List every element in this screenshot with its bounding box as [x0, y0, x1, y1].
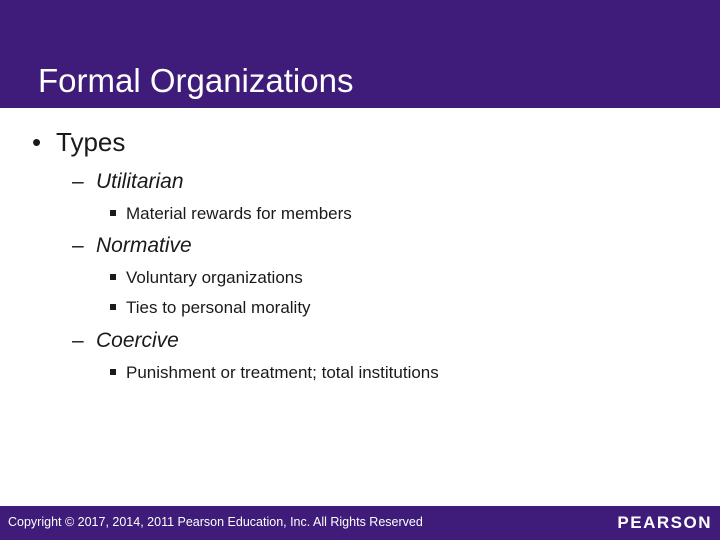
square-bullet-icon	[110, 274, 116, 280]
dash-icon: –	[72, 234, 84, 257]
bullet-dot-icon: •	[32, 127, 42, 157]
footer-bar	[0, 506, 720, 540]
dash-icon: –	[72, 329, 84, 352]
sub-bullet-text: Normative	[96, 234, 192, 257]
square-bullet-icon	[110, 369, 116, 375]
detail-item	[110, 204, 352, 224]
square-bullet-icon	[110, 304, 116, 310]
square-bullet-icon	[110, 210, 116, 216]
bullet-text: Types	[56, 127, 126, 157]
detail-text: Voluntary organizations	[126, 268, 303, 287]
sub-bullet-text: Coercive	[96, 329, 179, 352]
dash-icon: –	[72, 170, 84, 193]
pearson-logo: PEARSON	[617, 513, 712, 532]
detail-text: Ties to personal morality	[126, 298, 311, 317]
detail-item	[110, 363, 439, 383]
detail-text: Material rewards for members	[126, 204, 352, 223]
bullet-types	[32, 127, 125, 158]
detail-item	[110, 298, 311, 318]
sub-bullet-text: Utilitarian	[96, 170, 184, 193]
slide-title: Formal Organizations	[38, 62, 354, 99]
sub-bullet-normative	[72, 234, 192, 258]
detail-item	[110, 268, 303, 288]
sub-bullet-coercive	[72, 329, 179, 353]
sub-bullet-utilitarian	[72, 170, 184, 194]
detail-text: Punishment or treatment; total institutions	[126, 363, 439, 382]
title-bar	[0, 0, 720, 108]
copyright-text: Copyright © 2017, 2014, 2011 Pearson Education, Inc. All Rights Reserved	[8, 515, 423, 529]
